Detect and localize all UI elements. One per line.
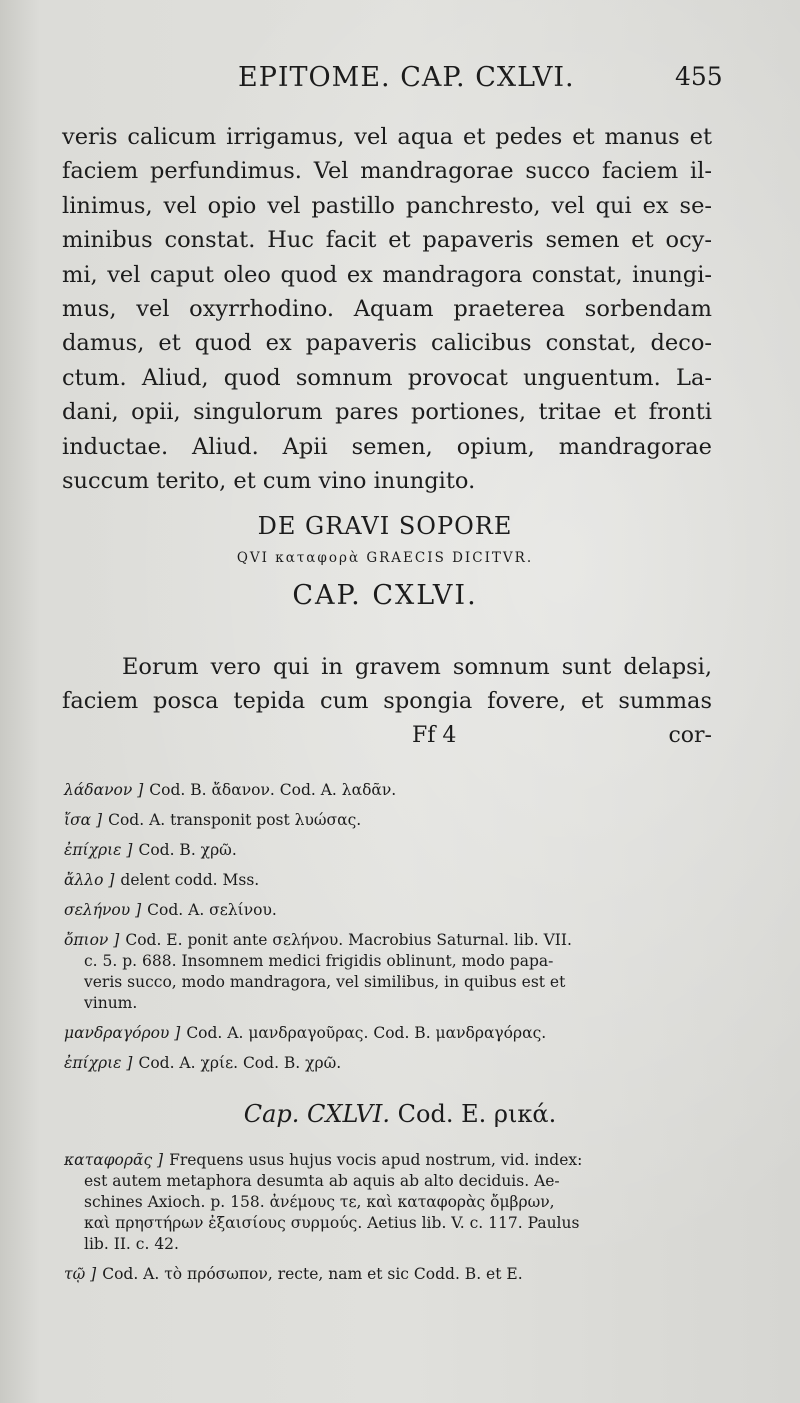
text-line: minibus constat. Huc facit et papaveris semen et ocy- <box>62 227 712 254</box>
footnote-continuation: vinum. <box>84 994 138 1012</box>
chapter-heading <box>0 512 800 611</box>
footnote <box>64 870 712 891</box>
catchword: cor- <box>668 723 712 748</box>
footnote-lemma: σελήνου ] <box>64 901 142 919</box>
footnote <box>64 1264 712 1285</box>
text-line: faciem posca tepida cum spongia fovere, et summas <box>62 688 712 715</box>
text-line: succum terito, et cum vino inungito. <box>62 468 476 495</box>
page-header <box>0 62 800 102</box>
body-paragraph <box>62 120 712 498</box>
footnote <box>64 900 712 921</box>
page-number: 455 <box>675 62 723 91</box>
footnote-lemma: ἐπίχριε ] <box>64 1054 133 1072</box>
text-line: inductae. Aliud. Apii semen, opium, mandragorae <box>62 433 712 460</box>
footnote-continuation: est autem metaphora desumta ab aquis ab alto deciduis. Ae- <box>84 1172 560 1190</box>
footnote <box>64 780 712 801</box>
footnote <box>64 810 712 831</box>
text-line: damus, et quod ex papaveris calicibus constat, deco- <box>62 330 712 357</box>
text-line: linimus, vel opio vel pastillo panchresto, vel qui ex se- <box>62 192 712 219</box>
chapter-number: CAP. CXLVI. <box>292 580 478 611</box>
footnote-continuation: καὶ πρηστήρων ἐξαισίους συρμούς. Aetius lib. V. c. 117. Paulus <box>84 1214 580 1232</box>
text-line: mi, vel caput oleo quod ex mandragora constat, inungi- <box>62 261 712 288</box>
footnote <box>64 1023 712 1044</box>
notes-section-text: Cod. E. ρικά. <box>397 1100 557 1128</box>
footnotes <box>64 780 712 1083</box>
footnote-text: Cod. A. σελίνου. <box>147 901 277 919</box>
footnote-continuation: lib. II. c. 42. <box>84 1235 179 1253</box>
footnote-text: Cod. A. τὸ πρόσωπον, recte, nam et sic Codd. B. et E. <box>102 1265 523 1283</box>
footnote-continuation: schines Axioch. p. 158. ἀνέμους τε, καὶ καταφορὰς ὄμβρων, <box>84 1193 555 1211</box>
footnote-lemma: ἐπίχριε ] <box>64 841 133 859</box>
footnote-lemma: μανδραγόρου ] <box>64 1024 181 1042</box>
chapter-title: DE GRAVI SOPORE <box>257 512 513 540</box>
footnote-continuation: c. 5. p. 688. Insomnem medici frigidis oblinunt, modo papa- <box>84 952 554 970</box>
text-line: ctum. Aliud, quod somnum provocat unguentum. La- <box>62 364 712 391</box>
footnote <box>64 930 712 1014</box>
footnote-lemma: τῷ ] <box>64 1265 97 1283</box>
running-title: EPITOME. CAP. CXLVI. <box>238 62 575 93</box>
notes-section-label: Cap. CXLVI. <box>243 1100 391 1128</box>
footnote-text: Cod. A. χρίε. Cod. B. χρῶ. <box>138 1054 342 1072</box>
text-line: faciem perfundimus. Vel mandragorae succo faciem il- <box>62 158 712 185</box>
footnote <box>64 840 712 861</box>
footnote-text: Cod. B. χρῶ. <box>138 841 237 859</box>
notes-section-heading <box>0 1100 800 1128</box>
chapter-subtitle: QVI καταφορὰ GRAECIS DICITVR. <box>236 550 534 566</box>
text-line: mus, vel oxyrrhodino. Aquam praeterea sorbendam <box>62 296 712 323</box>
footnote-text: Cod. E. ponit ante σελήνου. Macrobius Saturnal. lib. VII. <box>125 931 572 949</box>
signature-mark: Ff 4 <box>412 723 457 748</box>
footnote-lemma: ἄλλο ] <box>64 871 115 889</box>
text-line: dani, opii, singulorum pares portiones, tritae et fronti <box>62 399 712 426</box>
footnote-lemma: ἴσα ] <box>64 811 103 829</box>
footnote-text: delent codd. Mss. <box>120 871 260 889</box>
footnote-lemma: λάδανον ] <box>64 781 144 799</box>
text-line: Eorum vero qui in gravem somnum sunt delapsi, <box>122 654 712 680</box>
footnotes-chapter <box>64 1150 712 1294</box>
footnote-text: Cod. A. μανδραγοῦρας. Cod. B. μανδραγόρας. <box>186 1024 547 1042</box>
footnote-text: Cod. B. ἄδανον. Cod. A. λαδᾶν. <box>149 781 397 799</box>
footnote-continuation: veris succo, modo mandragora, vel similibus, in quibus est et <box>84 973 566 991</box>
text-line: veris calicum irrigamus, vel aqua et pedes et manus et <box>62 124 712 150</box>
footnote <box>64 1150 712 1255</box>
footnote-lemma: ὄπιον ] <box>64 931 120 949</box>
footnote <box>64 1053 712 1074</box>
chapter-paragraph <box>62 650 712 719</box>
footnote-text: Cod. A. transponit post λυώσας. <box>108 811 362 829</box>
footnote-lemma: καταφορᾶς ] <box>64 1151 164 1169</box>
footnote-text: Frequens usus hujus vocis apud nostrum, vid. index: <box>169 1151 583 1169</box>
